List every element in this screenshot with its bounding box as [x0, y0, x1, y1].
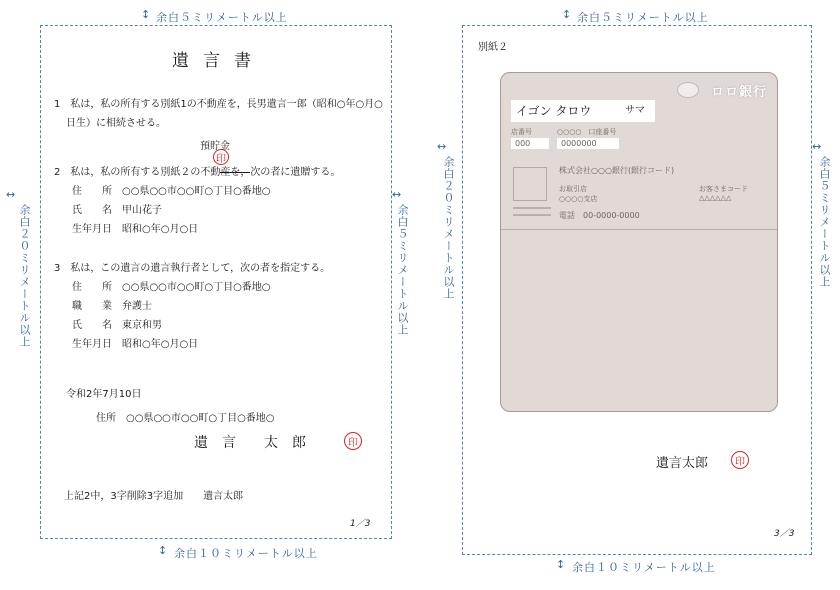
clause2-deleted-text — [220, 163, 250, 178]
passbook-field-value-2: 0000000 — [557, 138, 619, 149]
clause1-line1: 1 私は，私の所有する別紙1の不動産を，長男遺言一郎（昭和○年○月○ — [54, 99, 383, 110]
testator-seal: 印 — [344, 432, 362, 450]
page3-margin-top: 余白５ミリメートル以上 — [577, 11, 709, 24]
correction-note: 上記2中，3字削除3字追加 遺言太郎 — [64, 491, 244, 502]
arrow-left-right-icon: ↔ — [812, 140, 822, 153]
passbook-customer-code-value: △△△△△△ — [699, 194, 732, 202]
page1-margin-bottom: 余白１０ミリメートル以上 — [174, 547, 318, 560]
bank-logo-icon — [677, 82, 699, 98]
passbook-rule — [513, 214, 551, 216]
page-number: 1／3 — [350, 519, 371, 529]
arrow-up-down-icon: ↕ — [556, 558, 566, 571]
passbook-customer-code: お客さまコード — [699, 185, 748, 193]
arrow-left-right-icon: ↔ — [392, 188, 402, 201]
page1-margin-right: 余白５ミリメートル以上 — [396, 204, 409, 336]
passbook-account-holder — [511, 100, 655, 122]
arrow-left-right-icon: ↔ — [437, 140, 447, 153]
correction-insert: 預貯金 — [200, 141, 230, 152]
clause3-name: 氏 名 東京和男 — [72, 320, 162, 331]
arrow-up-down-icon: ↕ — [158, 544, 168, 557]
passbook-phone: 電話 00-0000-0000 — [559, 211, 640, 220]
clause3-address: 住 所 ○○県○○市○○町○丁目○番地○ — [72, 282, 271, 293]
passbook-field-label-2: ○○○○ 口座番号 — [557, 128, 617, 136]
clause3-birth: 生年月日 昭和○年○月○日 — [72, 339, 199, 350]
passbook-branch: お取引店 — [559, 185, 587, 193]
arrow-up-down-icon: ↕ — [562, 8, 572, 21]
passbook-divider — [501, 229, 777, 230]
passbook-photo-placeholder — [513, 167, 547, 201]
clause2-address: 住 所 ○○県○○市○○町○丁目○番地○ — [72, 186, 271, 197]
page3-margin-bottom: 余白１０ミリメートル以上 — [572, 561, 716, 574]
testator-address: 住所 ○○県○○市○○町○丁目○番地○ — [96, 413, 275, 424]
passbook-field-label-1: 店番号 — [511, 128, 532, 136]
page1-margin-top: 余白５ミリメートル以上 — [156, 11, 288, 24]
arrow-left-right-icon: ↔ — [6, 188, 16, 201]
correction-seal: 印 — [213, 149, 229, 165]
page3-margin-right: 余白５ミリメートル以上 — [818, 156, 831, 288]
testator-name: 遺 言 太 郎 — [194, 435, 306, 451]
clause2-birth: 生年月日 昭和○年○月○日 — [72, 224, 199, 235]
clause3-job: 職 業 弁護士 — [72, 301, 152, 312]
clause3-line: 3 私は，この遺言の遺言執行者として，次の者を指定する。 — [54, 263, 331, 274]
clause2-name: 氏 名 甲山花子 — [72, 205, 162, 216]
page3-margin-left: 余白２０ミリメートル以上 — [442, 156, 455, 300]
passbook-image — [500, 72, 778, 412]
page3-page-number: 3／3 — [774, 529, 795, 539]
page3-seal: 印 — [731, 451, 749, 469]
passbook-bank-name: ロロ銀行 — [710, 85, 767, 100]
page1-margin-left: 余白２０ミリメートル以上 — [18, 204, 31, 348]
passbook-bank-code: 株式会社○○○銀行(銀行コード) — [559, 166, 675, 175]
document-date: 令和2年7月10日 — [66, 389, 142, 400]
page3-signature: 遺言太郎 — [656, 456, 709, 471]
passbook-rule — [513, 207, 551, 209]
page-title: 遺言書 — [172, 51, 265, 71]
account-holder-name: イゴン タロウ — [516, 104, 592, 118]
passbook-branch-name: ○○○○支店 — [559, 195, 598, 203]
clause2-line: 2 私は，私の所有する別紙２の不動産を，次の者に遺贈する。 — [54, 167, 341, 178]
clause1-line2: 日生）に相続させる。 — [66, 118, 166, 129]
arrow-up-down-icon: ↕ — [141, 8, 151, 21]
attachment-label: 別紙２ — [478, 42, 508, 53]
passbook-field-value-1: 000 — [511, 138, 549, 149]
account-holder-honorific: サマ — [625, 105, 645, 116]
